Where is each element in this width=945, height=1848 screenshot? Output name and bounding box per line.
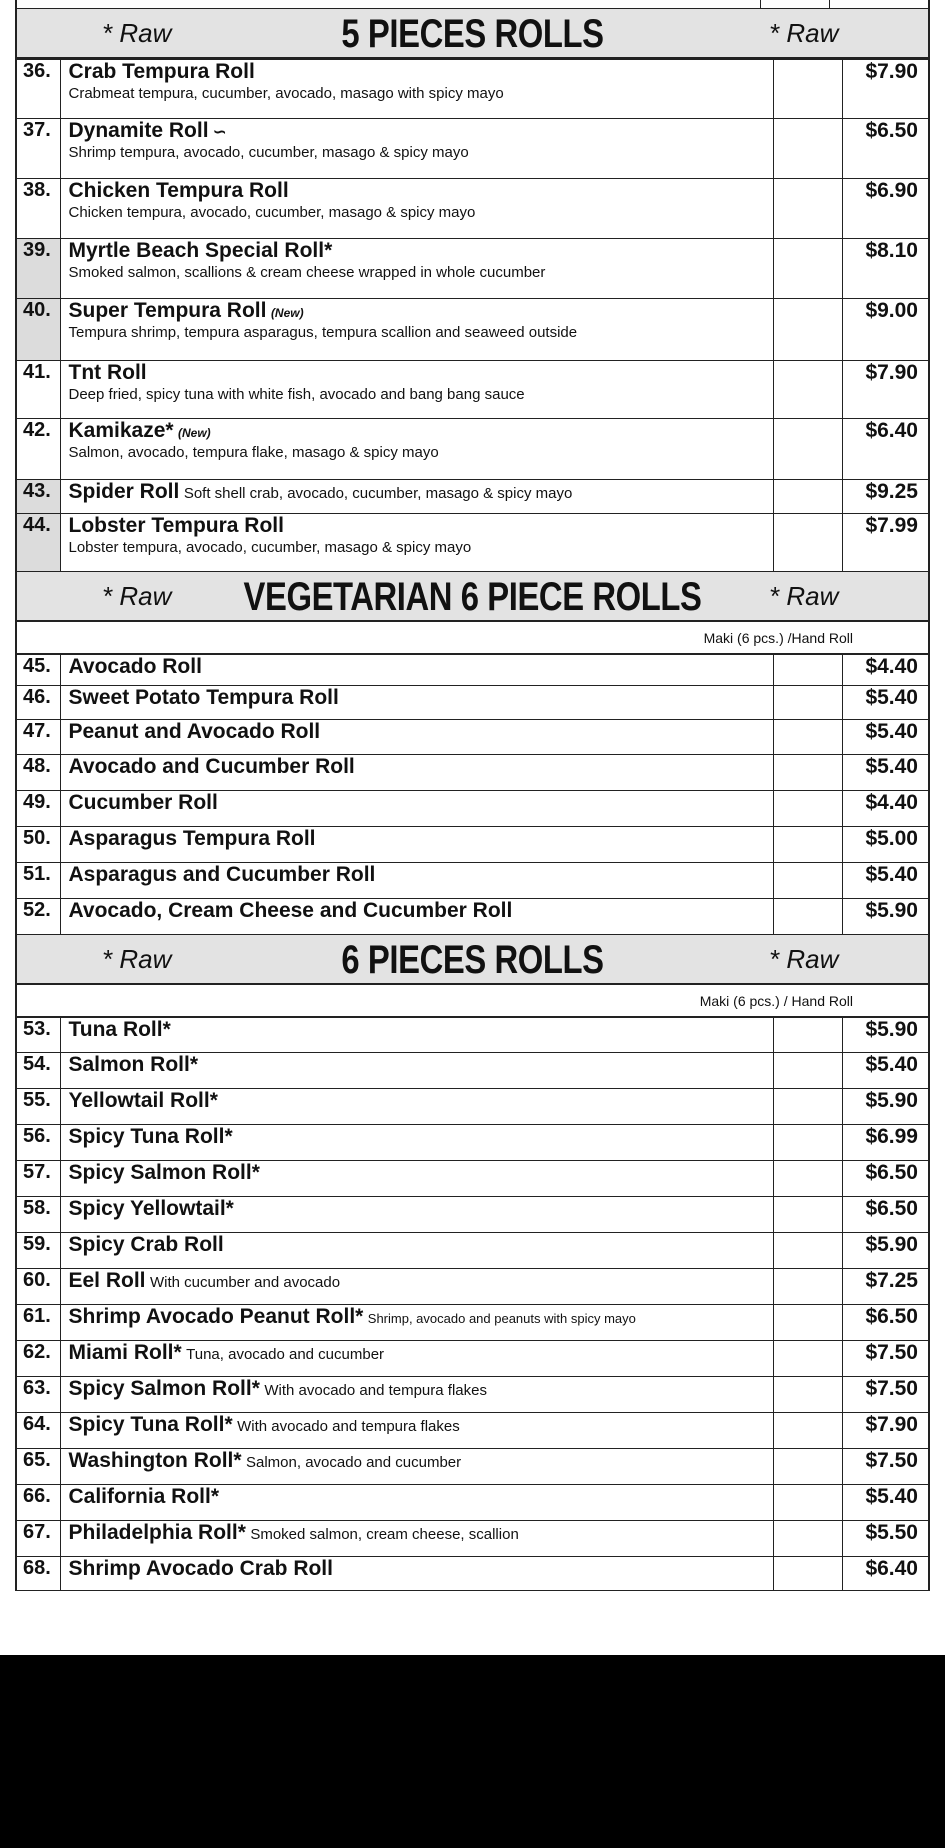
raw-note-right: * Raw: [769, 581, 839, 611]
item-number: 38.: [16, 179, 60, 239]
item-cell: [60, 1233, 773, 1269]
item-name: Crab Tempura Roll: [68, 60, 255, 83]
item-name: Spicy Salmon Roll*: [68, 1377, 260, 1400]
hand-roll-cell: [773, 1125, 842, 1161]
raw-note-right: * Raw: [769, 944, 839, 974]
menu-row: [16, 1341, 929, 1377]
hand-roll-cell: [773, 1521, 842, 1557]
menu-row: [16, 1485, 929, 1521]
item-cell: [60, 1305, 773, 1341]
item-description: Soft shell crab, avocado, cucumber, masago & spicy mayo: [183, 485, 573, 502]
item-number: 44.: [16, 514, 60, 572]
item-cell: [60, 1413, 773, 1449]
menu-row: [16, 1449, 929, 1485]
item-name: Lobster Tempura Roll: [68, 514, 284, 537]
menu-row: [16, 1305, 929, 1341]
item-price: $7.90: [842, 1413, 929, 1449]
menu-row: [16, 791, 929, 827]
item-description: With cucumber and avocado: [149, 1274, 341, 1291]
item-number: 55.: [16, 1089, 60, 1125]
item-number: 66.: [16, 1485, 60, 1521]
menu-row: [16, 655, 929, 686]
section-title: VEGETARIAN 6 PIECE ROLLS: [243, 575, 702, 619]
item-price: $6.50: [842, 119, 929, 179]
item-name: Peanut and Avocado Roll: [68, 720, 321, 743]
spicy-icon: ∽: [212, 124, 227, 141]
hand-roll-cell: [773, 1449, 842, 1485]
hand-roll-cell: [773, 655, 842, 686]
item-cell: [60, 299, 773, 361]
item-number: 58.: [16, 1197, 60, 1233]
item-description: With avocado and tempura flakes: [237, 1418, 460, 1435]
item-name: Spicy Tuna Roll*: [68, 1413, 233, 1436]
item-cell: [60, 1377, 773, 1413]
hand-roll-cell: [773, 480, 842, 514]
item-name: Dynamite Roll: [68, 119, 209, 142]
hand-roll-cell: [773, 791, 842, 827]
item-number: 43.: [16, 480, 60, 514]
item-number: 48.: [16, 755, 60, 791]
hand-roll-cell: [773, 419, 842, 480]
item-cell: [60, 899, 773, 935]
hand-roll-cell: [773, 514, 842, 572]
item-price: $6.40: [842, 1557, 929, 1591]
section-header-6-pieces: [15, 935, 930, 985]
item-name: Myrtle Beach Special Roll*: [68, 239, 333, 262]
item-price: $6.99: [842, 1125, 929, 1161]
item-price: $7.50: [842, 1449, 929, 1485]
hand-roll-cell: [773, 686, 842, 720]
hand-roll-cell: [773, 720, 842, 755]
item-number: 46.: [16, 686, 60, 720]
raw-note-right: * Raw: [769, 18, 839, 48]
item-price: $4.40: [842, 791, 929, 827]
menu-row: [16, 179, 929, 239]
item-name: Washington Roll*: [68, 1449, 242, 1472]
hand-roll-cell: [773, 899, 842, 935]
item-name: Shrimp Avocado Peanut Roll*: [68, 1305, 364, 1328]
item-description: With avocado and tempura flakes: [264, 1382, 487, 1399]
item-price: $6.50: [842, 1197, 929, 1233]
item-name: Avocado Roll: [68, 655, 202, 678]
raw-note-left: * Raw: [102, 944, 172, 974]
item-description: Salmon, avocado and cucumber: [246, 1454, 462, 1471]
maki-hand-roll-label: Maki (6 pcs.) /Hand Roll: [703, 630, 853, 646]
item-name: Super Tempura Roll: [68, 299, 267, 322]
item-name: Spider Roll: [68, 480, 180, 503]
item-price: $6.50: [842, 1305, 929, 1341]
hand-roll-cell: [773, 1377, 842, 1413]
item-number: 39.: [16, 239, 60, 299]
menu-table-5-pieces: [15, 59, 930, 572]
item-number: 45.: [16, 655, 60, 686]
item-cell: [60, 1521, 773, 1557]
menu-row: [16, 419, 929, 480]
hand-roll-cell: [773, 1161, 842, 1197]
item-name: Spicy Yellowtail*: [68, 1197, 234, 1220]
item-description: Shrimp, avocado and peanuts with spicy mayo: [367, 1311, 636, 1326]
item-price: $5.50: [842, 1521, 929, 1557]
menu-row: [16, 361, 929, 419]
menu-page: [15, 0, 930, 1591]
item-cell: [60, 863, 773, 899]
menu-row: [16, 480, 929, 514]
item-cell: [60, 1485, 773, 1521]
item-cell: [60, 514, 773, 572]
hand-roll-cell: [773, 1018, 842, 1053]
menu-row: [16, 1089, 929, 1125]
item-number: 36.: [16, 60, 60, 119]
item-description: Crabmeat tempura, cucumber, avocado, masago with spicy mayo: [68, 85, 504, 102]
hand-roll-cell: [773, 1197, 842, 1233]
menu-row: [16, 1233, 929, 1269]
item-number: 64.: [16, 1413, 60, 1449]
hand-roll-cell: [773, 299, 842, 361]
menu-row: [16, 299, 929, 361]
item-cell: [60, 419, 773, 480]
item-name: Cucumber Roll: [68, 791, 218, 814]
item-cell: [60, 686, 773, 720]
item-description: Tuna, avocado and cucumber: [186, 1346, 385, 1363]
item-number: 63.: [16, 1377, 60, 1413]
item-description: Shrimp tempura, avocado, cucumber, masago & spicy mayo: [68, 144, 469, 161]
item-number: 62.: [16, 1341, 60, 1377]
item-name: Avocado and Cucumber Roll: [68, 755, 355, 778]
menu-row: [16, 827, 929, 863]
item-number: 41.: [16, 361, 60, 419]
item-number: 49.: [16, 791, 60, 827]
item-description: Smoked salmon, cream cheese, scallion: [250, 1526, 519, 1543]
menu-row: [16, 1269, 929, 1305]
item-cell: [60, 239, 773, 299]
item-price: $7.50: [842, 1341, 929, 1377]
section-header-vegetarian: [15, 572, 930, 622]
item-description: Salmon, avocado, tempura flake, masago & spicy mayo: [68, 444, 439, 461]
hand-roll-cell: [773, 179, 842, 239]
item-price: $5.40: [842, 1053, 929, 1089]
hand-roll-cell: [773, 755, 842, 791]
item-price: $9.00: [842, 299, 929, 361]
menu-row: [16, 1053, 929, 1089]
item-price: $7.90: [842, 361, 929, 419]
item-price: $7.90: [842, 60, 929, 119]
item-description: Tempura shrimp, tempura asparagus, tempura scallion and seaweed outside: [68, 324, 578, 341]
item-number: 61.: [16, 1305, 60, 1341]
item-cell: [60, 361, 773, 419]
item-number: 59.: [16, 1233, 60, 1269]
item-price: $9.25: [842, 480, 929, 514]
menu-row: [16, 863, 929, 899]
item-number: 65.: [16, 1449, 60, 1485]
item-cell: [60, 655, 773, 686]
item-price: $7.99: [842, 514, 929, 572]
item-name: Kamikaze*: [68, 419, 174, 442]
item-price: $5.00: [842, 827, 929, 863]
hand-roll-cell: [773, 1305, 842, 1341]
item-price: $6.90: [842, 179, 929, 239]
hand-roll-cell: [773, 1233, 842, 1269]
item-description: Lobster tempura, avocado, cucumber, masago & spicy mayo: [68, 539, 472, 556]
item-number: 47.: [16, 720, 60, 755]
item-price: $8.10: [842, 239, 929, 299]
hand-roll-cell: [773, 119, 842, 179]
item-description: Smoked salmon, scallions & cream cheese wrapped in whole cucumber: [68, 264, 546, 281]
item-number: 67.: [16, 1521, 60, 1557]
item-cell: [60, 1557, 773, 1591]
item-cell: [60, 791, 773, 827]
item-number: 37.: [16, 119, 60, 179]
item-name: Sweet Potato Tempura Roll: [68, 686, 339, 709]
item-number: 53.: [16, 1018, 60, 1053]
hand-roll-cell: [773, 239, 842, 299]
item-price: $5.40: [842, 720, 929, 755]
menu-row: [16, 686, 929, 720]
maki-hand-roll-label: Maki (6 pcs.) / Hand Roll: [699, 993, 853, 1009]
item-cell: [60, 755, 773, 791]
hand-roll-cell: [773, 1413, 842, 1449]
section-title: 6 PIECES ROLLS: [341, 938, 604, 982]
item-description: Chicken tempura, avocado, cucumber, masago & spicy mayo: [68, 204, 476, 221]
hand-roll-cell: [773, 1269, 842, 1305]
menu-row: [16, 1413, 929, 1449]
hand-roll-cell: [773, 1053, 842, 1089]
item-cell: [60, 1449, 773, 1485]
section-header-5-pieces: [15, 9, 930, 59]
item-name: Asparagus and Cucumber Roll: [68, 863, 376, 886]
menu-row: [16, 1197, 929, 1233]
menu-row: [16, 1521, 929, 1557]
column-subheader: [15, 985, 930, 1017]
item-cell: [60, 480, 773, 514]
menu-row: [16, 1125, 929, 1161]
item-price: $5.40: [842, 686, 929, 720]
item-price: $5.90: [842, 1089, 929, 1125]
black-bottom-area: [0, 1655, 945, 1848]
item-cell: [60, 1161, 773, 1197]
item-number: 51.: [16, 863, 60, 899]
item-name: Chicken Tempura Roll: [68, 179, 289, 202]
item-cell: [60, 1125, 773, 1161]
menu-row: [16, 60, 929, 119]
item-cell: [60, 119, 773, 179]
item-name: Shrimp Avocado Crab Roll: [68, 1557, 333, 1580]
item-name: Eel Roll: [68, 1269, 146, 1292]
hand-roll-cell: [773, 60, 842, 119]
item-number: 50.: [16, 827, 60, 863]
item-price: $6.50: [842, 1161, 929, 1197]
raw-note-left: * Raw: [102, 18, 172, 48]
item-name: California Roll*: [68, 1485, 220, 1508]
previous-row-cutoff: [15, 0, 930, 9]
item-name: Spicy Crab Roll: [68, 1233, 224, 1256]
item-name: Yellowtail Roll*: [68, 1089, 218, 1112]
item-cell: [60, 60, 773, 119]
item-price: $5.40: [842, 863, 929, 899]
menu-row: [16, 755, 929, 791]
menu-row: [16, 1018, 929, 1053]
item-price: $5.40: [842, 755, 929, 791]
item-name: Tuna Roll*: [68, 1018, 171, 1041]
item-price: $7.25: [842, 1269, 929, 1305]
item-price: $5.90: [842, 899, 929, 935]
item-name: Philadelphia Roll*: [68, 1521, 246, 1544]
menu-row: [16, 1161, 929, 1197]
item-number: 60.: [16, 1269, 60, 1305]
item-description: Deep fried, spicy tuna with white fish, avocado and bang bang sauce: [68, 386, 525, 403]
menu-row: [16, 899, 929, 935]
item-number: 42.: [16, 419, 60, 480]
item-cell: [60, 179, 773, 239]
item-name: Tnt Roll: [68, 361, 147, 384]
item-number: 40.: [16, 299, 60, 361]
item-cell: [60, 827, 773, 863]
new-badge: (New): [178, 426, 211, 440]
item-price: $4.40: [842, 655, 929, 686]
hand-roll-cell: [773, 827, 842, 863]
item-cell: [60, 720, 773, 755]
item-name: Salmon Roll*: [68, 1053, 199, 1076]
raw-note-left: * Raw: [102, 581, 172, 611]
item-number: 56.: [16, 1125, 60, 1161]
item-name: Avocado, Cream Cheese and Cucumber Roll: [68, 899, 513, 922]
menu-table-6-pieces: [15, 1017, 930, 1591]
item-cell: [60, 1197, 773, 1233]
item-price: $7.50: [842, 1377, 929, 1413]
hand-roll-cell: [773, 863, 842, 899]
menu-row: [16, 514, 929, 572]
item-price: $5.90: [842, 1018, 929, 1053]
new-badge: (New): [270, 306, 304, 320]
item-cell: [60, 1341, 773, 1377]
hand-roll-cell: [773, 1557, 842, 1591]
item-price: $5.40: [842, 1485, 929, 1521]
hand-roll-cell: [773, 1089, 842, 1125]
item-number: 57.: [16, 1161, 60, 1197]
menu-row: [16, 119, 929, 179]
hand-roll-cell: [773, 1485, 842, 1521]
item-cell: [60, 1089, 773, 1125]
item-price: $5.90: [842, 1233, 929, 1269]
section-title: 5 PIECES ROLLS: [341, 12, 604, 56]
menu-row: [16, 720, 929, 755]
item-cell: [60, 1269, 773, 1305]
menu-row: [16, 1377, 929, 1413]
column-subheader: [15, 622, 930, 654]
item-name: Miami Roll*: [68, 1341, 182, 1364]
item-cell: [60, 1053, 773, 1089]
hand-roll-cell: [773, 1341, 842, 1377]
hand-roll-cell: [773, 361, 842, 419]
item-number: 68.: [16, 1557, 60, 1591]
menu-row: [16, 1557, 929, 1591]
menu-row: [16, 239, 929, 299]
item-cell: [60, 1018, 773, 1053]
item-name: Asparagus Tempura Roll: [68, 827, 316, 850]
item-price: $6.40: [842, 419, 929, 480]
menu-table-vegetarian: [15, 654, 930, 935]
item-number: 52.: [16, 899, 60, 935]
item-number: 54.: [16, 1053, 60, 1089]
item-name: Spicy Tuna Roll*: [68, 1125, 233, 1148]
item-name: Spicy Salmon Roll*: [68, 1161, 260, 1184]
